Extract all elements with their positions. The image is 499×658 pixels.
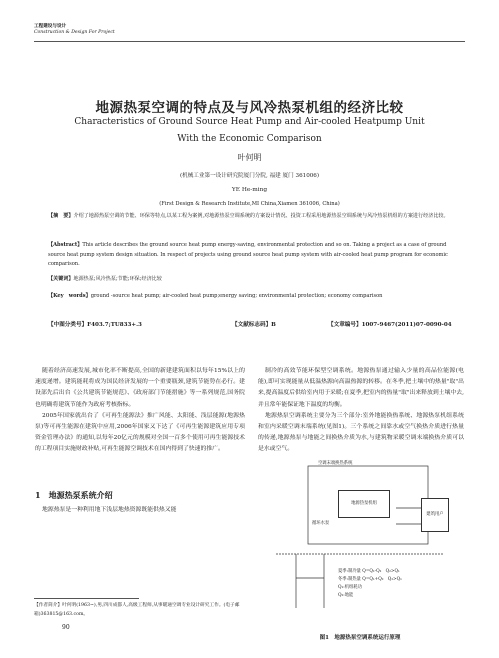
header-divider	[34, 41, 465, 42]
paragraph: 地源热泵空调系统主要分为三个部分:室外地能换热系统、地源热泵机组系统和室内采暖空调末端系统(见图1)。三个系统之间靠水或空气换热介质进行热量的传递,地源热泵与地能之间换热介质为水,与建筑物采暖空调末端换热介质可以是水或空气。	[258, 412, 464, 453]
abstract-cn-label: 【摘 要】	[48, 213, 74, 219]
clc-number: 【中图分类号】F403.7;TU833+.3	[48, 322, 142, 328]
journal-header	[34, 24, 115, 36]
figure-caption: 图1 地源热泵空调系统运行原理	[319, 635, 401, 641]
figure-legend-q2: Q₂:地能	[338, 593, 354, 598]
article-number: 【文章编号】1007-9467(2011)07-0090-04	[328, 322, 452, 328]
building-label: 建筑用户	[426, 512, 444, 517]
pump-label: 循环水泵	[312, 521, 330, 526]
figure-1-diagram	[256, 458, 464, 628]
section-heading: 1 地源热泵系统介绍	[35, 490, 113, 500]
building-box	[421, 498, 449, 532]
left-column-continued	[35, 505, 245, 516]
affiliation: (机械工业第一设计研究院厦门分院, 福建 厦门 361006)	[179, 173, 320, 179]
keywords-en-label: 【Key words】	[48, 293, 91, 299]
abstract-cn	[48, 212, 458, 222]
affiliation-english: (First Design & Research Institute,MI China,Xiamen 361006, China)	[159, 201, 340, 207]
abstract-cn-text: 介绍了地源热泵空调的节能、环保等特点,以某工程为案例,对地源热泵空调系统的方案设计情况、投资工程采用地源热泵空调系统与风冷热泵机组的方案进行经济比较。	[73, 213, 449, 219]
figure-lines	[256, 458, 464, 628]
author-name: 叶何明	[237, 153, 262, 162]
footnote-divider	[34, 598, 139, 599]
keywords-cn	[48, 275, 458, 285]
keywords-cn-text: 地源热泵;风冷热泵;节能;环保;经济比较	[73, 276, 162, 282]
abstract-en-label: 【Abstract】	[48, 242, 83, 248]
left-column-body	[35, 366, 245, 456]
right-column-body	[258, 366, 464, 456]
abstract-en	[48, 241, 458, 270]
keywords-en	[48, 292, 458, 302]
author-footnote: 【作者简介】叶何明(1963~),男,四川成都人,高级工程师,从事暖通空调专业设计研究工作。(电子邮箱)363815@163.com。	[34, 603, 240, 617]
keywords-cn-label: 【关键词】	[48, 276, 74, 282]
figure-legend-q1: Q₁:机组耗功	[338, 585, 362, 590]
paper-title: 地源热泵空调的特点及与风冷热泵机组的经济比较	[95, 100, 404, 116]
journal-header-en: Construction & Design For Project	[34, 30, 115, 35]
paragraph: 地源热泵是一种利用地下浅层地热资源既能供热又能	[42, 507, 177, 513]
page-number: 90	[62, 624, 70, 631]
figure-legend-winter: 冬季:制热量 Q=Q₁+Q₂ Q₂>Q₁	[338, 577, 402, 582]
paragraph: 制冷的高效节能环保型空调系统。地源热泵通过输入少量的高品位能源(电能),即可实现能量从低温热源向高温热源的转移。在冬季,把土壤中的热量"取"出来,提高温度后供给室内用于采暖;在夏季,把室内的热量"取"出来释放到土壤中去,并且常年能保证地下温度的均衡。	[258, 368, 464, 408]
figure-legend-summer: 夏季:制冷量 Q=Q₁-Q₂ Q₂>Q₁	[338, 569, 400, 574]
paper-title-english: Characteristics of Ground Source Heat Pump and Air-cooled Heatpump Unit With the Economic Comparison	[74, 117, 425, 144]
paragraph: 2005年国家就出台了《可再生能源法》推广风能、太阳能、浅层能源(地源热泵)等可再生能源在建筑中应用,2006年国家又下达了《可再生能源建筑应用专项资金管理办法》的通知,以每年20亿元的规模对全国一百多个使用可再生能源技术的工程项目实施财政补贴,可再生能源空调技术在国内得到了快速的推广。	[35, 412, 245, 453]
abstract-en-text: This article describes the ground source heat pump energy-saving, environmental protection and so on. Taking a project as a case of ground source heat pump system design situation. In respect of projects using ground source heat pump system with air-cooled heat pump program for economic comparison.	[48, 242, 448, 267]
journal-header-cn: 工程建设与设计	[34, 24, 67, 29]
document-code: 【文献标志码】B	[232, 322, 276, 328]
figure-label-top: 空调末端换热系统	[318, 461, 353, 466]
heat-pump-unit-label: 地源热泵机组	[351, 501, 377, 506]
paragraph: 随着经济高速发展,城市化率不断提高,全国的新建建筑面积以每年15%以上的速度递增。建筑能耗将成为国民经济发展的一个重要瓶颈,建筑节能势在必行。建设部先后出台《公共建筑节能规范》、《政府部门节能措施》等一系列规范,国务院也明确将建筑节能作为政府考核指标。	[35, 368, 245, 408]
author-name-english: YE He-ming	[231, 187, 268, 193]
heat-pump-unit-box	[338, 490, 390, 518]
keywords-en-text: ground -source heat pump; air-cooled heat pump;energy saving; environmental protection; economy comparison	[90, 293, 383, 299]
